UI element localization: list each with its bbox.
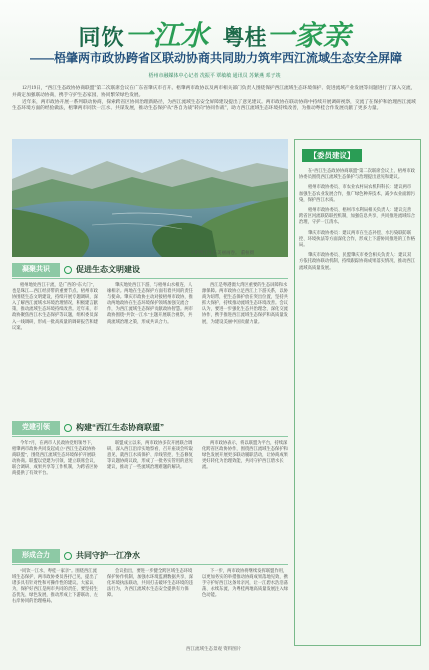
section-column: 梧州地处西江干流，是广西的“东大门”，也是珠江—西江经济带的重要节点。梧州市政协围绕生态文明建设，持续开展专题调研，深入了解西江流域水环境治理情况，积极建言献策，推动流域生态环境持续改善。近年来，市政协聚焦西江水生态保护等议题，组织委员深入一线调研，形成一批高质量的调研报告和建议案。: [12, 282, 98, 330]
section-body: [12, 282, 288, 332]
page-subtitle: ——梧肇两市政协跨省区联动协商共同助力筑牢西江流域生态安全屏障: [30, 51, 403, 65]
sidebar-paragraph: 梧州市政协委员、梧州市水利局相关负责人：建议完善跨省区河流联防联控机制，加强信息共享，共同推进流域综合治理，守护一江清水。: [299, 207, 416, 225]
section-title: 共同守护一江净水: [76, 551, 140, 560]
section-tag: 凝聚共识: [12, 263, 60, 277]
section-column: 联盟成立以来，两市政协多次开展联合调研，深入西江沿岸实地察看，召开座谈会听取意见，就西江水质保护、岸线管控、生态修复等议题协商议政，形成了一批务实管用的意见建议，推动了一些流域治理难题的解决。: [107, 440, 193, 470]
lead-paragraph: 近年来，两市政协开展一系列联动协商，探索跨省区协同治理新路径，为西江流域生态安全屏障建设提出了意见建议。两市政协在联动协商中持续开展调研视察，交流了在保护和治理西江流域生态环境方面的经验做法，梧肇两市同饮一江水、共谋发展，推动生态保护从“各自为战”转向“协同作战”，助力西江流域生态环境持续改善，为推动粤桂合作发展贡献了更多力量。: [12, 99, 416, 112]
sidebar-text: [299, 168, 415, 275]
title-part-1: 同饮: [78, 25, 125, 50]
lead-paragraph: 12月19日，“西江生态政协协商联盟”第二次联席会议在广东省肇庆市召开。梧肇两市政协以及两市相关部门负责人围绕保护西江流域生态环境保护、促进流域产业发展等问题进行了深入交流，并商定加强联动协商，携手守护生态家园，协同繁荣绿色发展。: [12, 86, 416, 98]
river-photo: [12, 139, 288, 257]
page-title: [0, 14, 429, 54]
footer-caption: 西江流域生态景观 资料图片: [186, 646, 242, 651]
section-column: 今年7月，在两市人民政协党组领导下，梧肇两市政协共同发起成立“西江生态政协协商联盟”，围绕西江流域生态环境保护开展联动协商。联盟以党建为引领，建立联席会议、联合调研、成果共享等工作机制，为跨省区协商提供了有效平台。: [12, 440, 98, 476]
section-tag: 党建引领: [12, 421, 60, 435]
section-body: [12, 568, 288, 606]
section-column: 肇庆地处西江下游，与梧州山水相连、人缘相亲。两地在生态保护方面有着共同的责任与使命。肇庆市政协主动对接梧州市政协，推动两地政协在生态环境保护领域加强交流合作，为西江流域生态保护贡献政协智慧。两市政协围绕“共饮一江水”主题开展联合视察，共商流域治理之策，形成共识合力。: [107, 282, 193, 324]
sidebar-title: 【委员建议】: [302, 149, 362, 162]
section-body: [12, 440, 288, 478]
lead-text: [12, 86, 417, 113]
river-landscape-image: [12, 139, 288, 257]
section-column: 会议指出，要进一步健全跨区域生态环境保护协作机制，加强水环境监测数据共享，深化环境执法联动，共同打击破坏生态环境的违法行为，为西江流域水生态安全提供有力保障。: [107, 568, 193, 598]
photo-caption: 守护西江生态美丽画卷。 董桓摄: [190, 250, 255, 255]
section-divider: [12, 278, 288, 279]
section-header: [12, 549, 288, 563]
leaf-icon: [64, 266, 72, 274]
title-part-3: 粤桂: [222, 25, 267, 50]
section-column: “同饮一江水，粤桂一家亲”。围绕西江流域生态保护，两市政协委员各抒己见，提出了诸多具有针对性和可操作性的建议。大家认为，保护好西江是两市共同的责任，要坚持生态优先、绿色发展，推动形成上下游联动、左右岸协同的治理格局。: [12, 568, 98, 604]
leaf-icon: [64, 424, 72, 432]
title-part-4: 一家亲: [266, 20, 351, 51]
section-divider: [12, 564, 288, 565]
section-header: [12, 421, 288, 435]
section-divider: [12, 436, 288, 437]
section-column: 下一步，两市政协将继续发挥联盟作用，以更加务实的举措推动协商成果落地见效，携手守护好西江这条母亲河，让一江碧水浩浩荡荡、永续东流，为粤桂两地高质量发展注入绿色动能。: [202, 568, 288, 598]
sidebar-paragraph: 在“西江生态政协协商联盟”第二次联席会议上，梧州市政协委员围绕西江流域生态保护与治理提出意见和建议。: [299, 168, 415, 180]
section-title: 促进生态文明建设: [76, 265, 140, 274]
title-part-2: 一江水: [124, 20, 209, 51]
section-title: 构建“西江生态协商联盟”: [76, 423, 164, 432]
sidebar-paragraph: 梧州市政协委员、市农业农村局农机科科长：建议两市加强生态农业发展合作，推广绿色种养技术，减少农业面源污染，保护西江水质。: [299, 184, 416, 202]
sidebar-paragraph: 肇庆市政协委员、民盟肇庆市委会相关负责人：建议双方依托政协联动机制，持续跟踪协商成果落实情况，推动西江流域高质量发展。: [299, 252, 416, 270]
sidebar-paragraph: 肇庆市政协委员：建议两市在生态补偿、水污染联防联控、环境执法等方面深化合作，形成上下游协同推进的工作格局。: [299, 229, 416, 248]
section-column: 两市政协表示，将以联盟为平台，持续深化跨省区政协协作，围绕西江流域生态保护和绿色发展开展更多联动履职活动，让协商成果更好转化为治理效能，共同守护西江碧水长流。: [202, 440, 288, 470]
page-header: [0, 0, 429, 80]
byline: 梧州市融媒体中心记者 冼振平 覃敏敏 通讯员 苏紫燕 邓子竣: [148, 73, 281, 79]
section-tag: 形成合力: [12, 549, 60, 563]
section-header: [12, 263, 288, 277]
leaf-icon: [64, 552, 72, 560]
section-column: 西江是粤港澳大湾区重要的生态屏障和水源保障。两市政协立足西江上下游关系，以协商为纽带，把生态保护放在突出位置，坚持共抓大保护，持续推动流域生态环境改善。会议认为，要进一步强化生态共治理念，深化交流协作，携手推进西江流域生态保护和高质量发展，为建设美丽中国贡献力量。: [202, 282, 288, 324]
